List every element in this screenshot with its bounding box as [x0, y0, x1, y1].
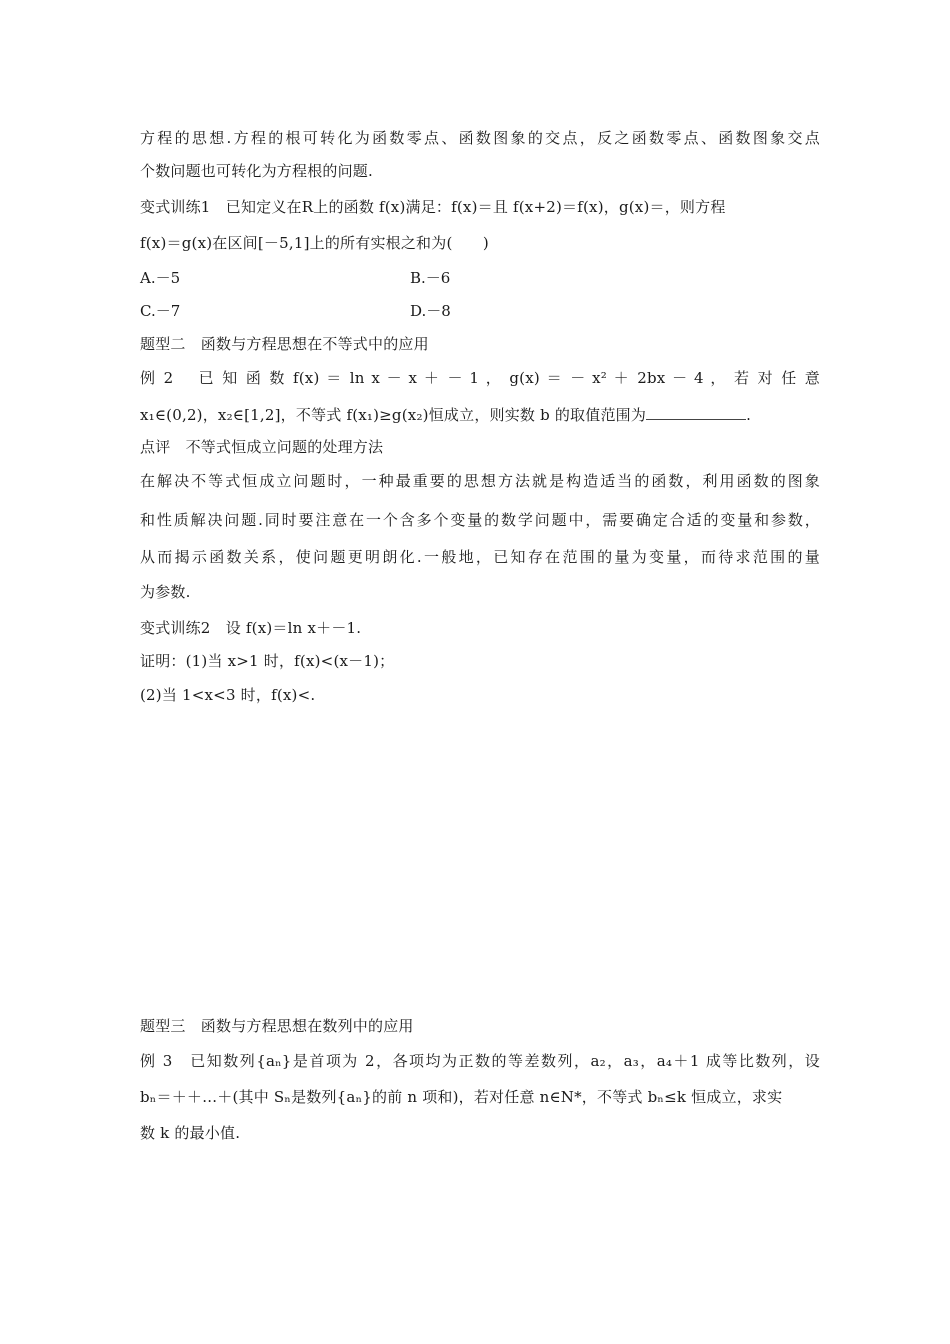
option-a: A.－5: [140, 269, 181, 287]
example2-line: [140, 404, 820, 426]
paragraph-line: 方程的思想.方程的根可转化为函数零点、函数图象的交点，反之函数零点、函数图象交点: [140, 129, 820, 147]
example3-line: 例 3 已知数列{aₙ}是首项为 2，各项均为正数的等差数列，a₂，a₃，a₄＋1 成等比数列，设: [140, 1052, 820, 1070]
exercise2-line: (2)当 1<x<3 时，f(x)<.: [140, 686, 316, 704]
paragraph-line: 个数问题也可转化为方程根的问题.: [140, 162, 373, 180]
example3-line: 数 k 的最小值.: [140, 1124, 241, 1142]
example2-period: .: [746, 406, 752, 424]
comment-line: 和性质解决问题.同时要注意在一个含多个变量的数学问题中，需要确定合适的变量和参数，: [140, 511, 820, 529]
exercise1-line: 变式训练1 已知定义在R上的函数 f(x)满足：f(x)＝且 f(x+2)＝f(x)，g(x)＝，则方程: [140, 198, 726, 216]
section-heading-type2: 题型二 函数与方程思想在不等式中的应用: [140, 335, 429, 353]
comment-line: 为参数.: [140, 583, 191, 601]
comment-heading: 点评 不等式恒成立问题的处理方法: [140, 438, 384, 456]
option-c: C.－7: [140, 302, 181, 320]
comment-line: 从而揭示函数关系，使问题更明朗化.一般地，已知存在范围的量为变量，而待求范围的量: [140, 548, 820, 566]
comment-line: 在解决不等式恒成立问题时，一种最重要的思想方法就是构造适当的函数，利用函数的图象: [140, 472, 820, 490]
option-b: B.－6: [410, 269, 451, 287]
example2-line: 例 2 已 知 函 数 f(x) ＝ ln x － x ＋ － 1 ， g(x) ＝ － x² ＋ 2bx － 4 ， 若 对 任 意: [140, 369, 820, 387]
example3-line: bₙ＝＋＋…＋(其中 Sₙ是数列{aₙ}的前 n 项和)，若对任意 n∈N*，不等式 bₙ≤k 恒成立，求实: [140, 1088, 783, 1106]
section-heading-type3: 题型三 函数与方程思想在数列中的应用: [140, 1017, 414, 1035]
exercise2-line: 证明：(1)当 x>1 时，f(x)<(x－1)；: [140, 652, 395, 670]
exercise2-line: 变式训练2 设 f(x)＝ln x＋－1.: [140, 619, 362, 637]
exercise1-line: f(x)＝g(x)在区间[－5,1]上的所有实根之和为( ): [140, 234, 489, 252]
option-d: D.－8: [410, 302, 451, 320]
example2-text: x₁∈(0,2)，x₂∈[1,2]，不等式 f(x₁)≥g(x₂)恒成立，则实数 b 的取值范围为: [140, 406, 647, 424]
answer-blank: [646, 405, 746, 420]
